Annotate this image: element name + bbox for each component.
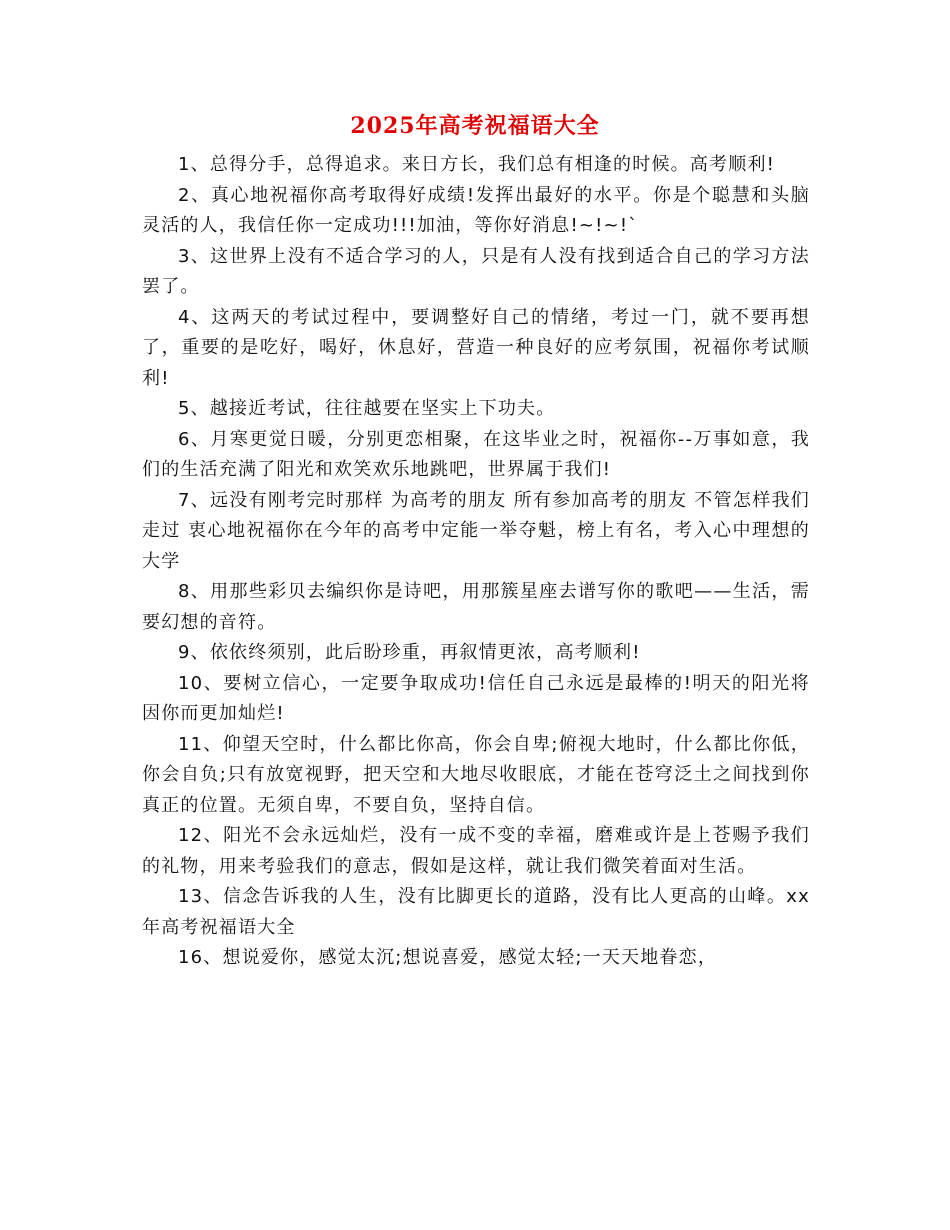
paragraph-13: 13、信念告诉我的人生，没有比脚更长的道路，没有比人更高的山峰。xx年高考祝福语大全 [142,886,810,938]
paragraph-5: 5、越接近考试，往往越要在坚实上下功夫。 [178,398,556,419]
paragraph-2: 2、真心地祝福你高考取得好成绩!发挥出最好的水平。你是个聪慧和头脑灵活的人，我信任你一定成功!!!加油，等你好消息!~!~!` [142,184,810,236]
paragraph-1: 1、总得分手，总得追求。来日方长，我们总有相逢的时候。高考顺利! [178,154,776,175]
document-body [142,150,810,974]
paragraph-7: 7、远没有刚考完时那样 为高考的朋友 所有参加高考的朋友 不管怎样我们走过 衷心地祝福你在今年的高考中定能一举夺魁，榜上有名，考入心中理想的大学 [142,489,810,572]
paragraph-10: 10、要树立信心，一定要争取成功!信任自己永远是最棒的!明天的阳光将因你而更加灿烂! [142,672,810,724]
paragraph-12: 12、阳光不会永远灿烂，没有一成不变的幸福，磨难或许是上苍赐予我们的礼物，用来考验我们的意志，假如是这样，就让我们微笑着面对生活。 [142,825,810,877]
paragraph-9: 9、依依终须别，此后盼珍重，再叙情更浓，高考顺利! [178,642,641,663]
paragraph-3: 3、这世界上没有不适合学习的人，只是有人没有找到适合自己的学习方法罢了。 [142,245,810,297]
document-title: 2025年高考祝福语大全 [350,113,600,139]
paragraph-4: 4、这两天的考试过程中，要调整好自己的情绪，考过一门，就不要再想了，重要的是吃好，喝好，休息好，营造一种良好的应考氛围，祝福你考试顺利! [142,306,810,389]
paragraph-11: 11、仰望天空时，什么都比你高，你会自卑;俯视大地时，什么都比你低，你会自负;只有放宽视野，把天空和大地尽收眼底，才能在苍穹泛土之间找到你真正的位置。无须自卑，不要自负，坚持自信。 [142,733,810,816]
paragraph-6: 6、月寒更觉日暖，分别更恋相聚，在这毕业之时，祝福你--万事如意，我们的生活充满了阳光和欢笑欢乐地跳吧，世界属于我们! [142,428,810,480]
paragraph-8: 8、用那些彩贝去编织你是诗吧，用那簇星座去谱写你的歌吧——生活，需要幻想的音符。 [142,581,810,633]
paragraph-16: 16、想说爱你，感觉太沉;想说喜爱，感觉太轻;一天天地眷恋， [178,947,718,968]
